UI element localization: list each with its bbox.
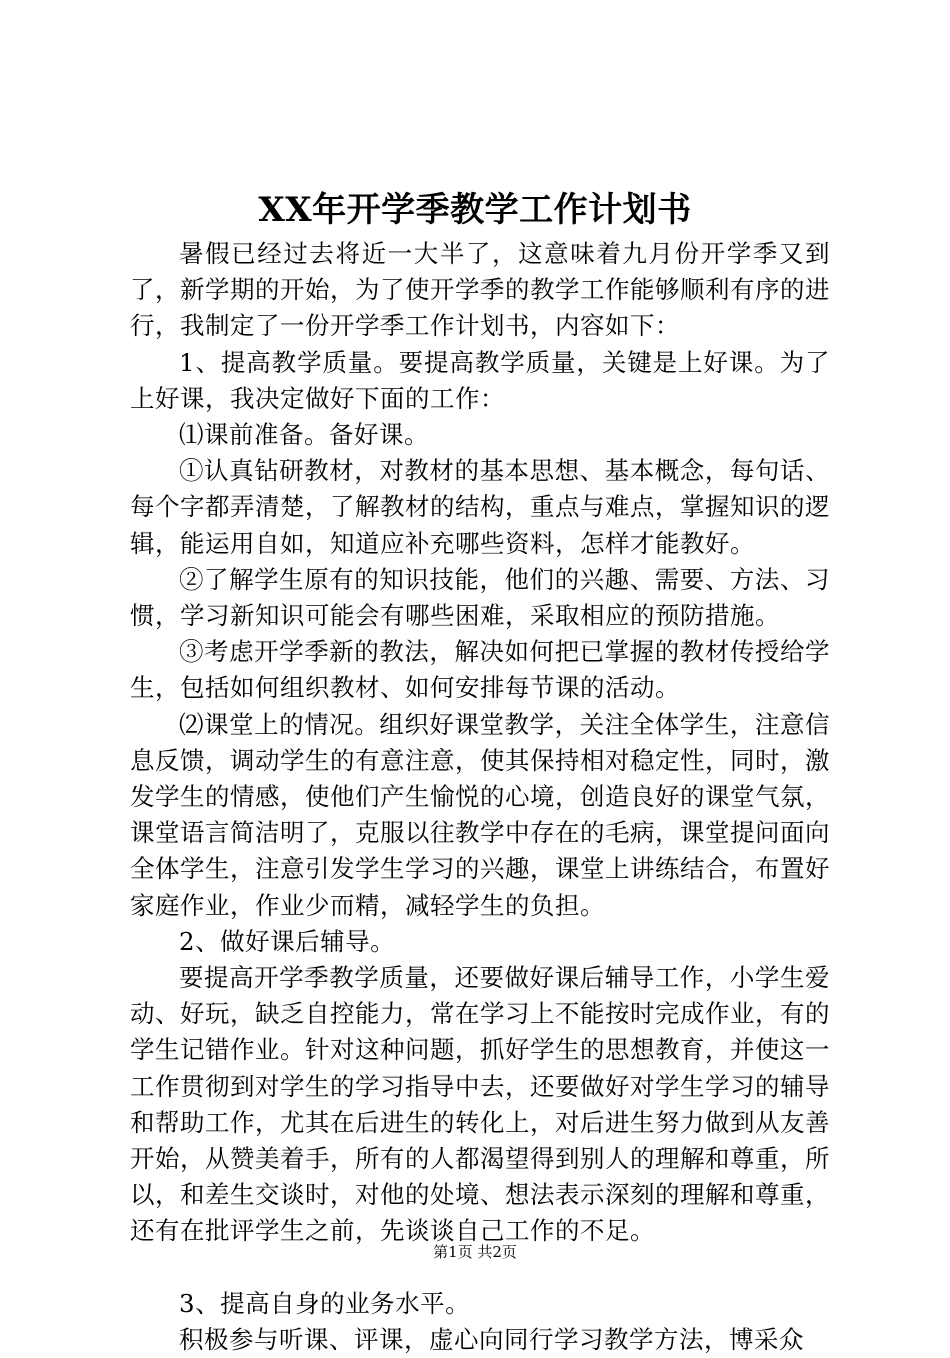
list-item-3: ③考虑开学季新的教法，解决如何把已掌握的教材传授给学生，包括如何组织教材、如何安排每节课的活动。 bbox=[130, 637, 830, 703]
intro-paragraph: 暑假已经过去将近一大半了，这意味着九月份开学季又到了，新学期的开始，为了使开学季的教学工作能够顺利有序的进行，我制定了一份开学季工作计划书，内容如下： bbox=[130, 239, 830, 341]
document-body bbox=[130, 236, 830, 1358]
subsection-2-paragraph: ⑵课堂上的情况。组织好课堂教学，关注全体学生，注意信息反馈，调动学生的有意注意，使其保持相对稳定性，同时，激发学生的情感，使他们产生愉悦的心境，创造良好的课堂气氛，课堂语言简洁明了，克服以往教学中存在的毛病，课堂提问面向全体学生，注意引发学生学习的兴趣，课堂上讲练结合，布置好家庭作业，作业少而精，减轻学生的负担。 bbox=[130, 709, 830, 920]
section-2-paragraph: 要提高开学季教学质量，还要做好课后辅导工作，小学生爱动、好玩，缺乏自控能力，常在学习上不能按时完成作业，有的学生记错作业。针对这种问题，抓好学生的思想教育，并使这一工作贯彻到对学生的学习指导中去，还要做好对学生学习的辅导和帮助工作，尤其在后进生的转化上，对后进生努力做到从友善开始，从赞美着手，所有的人都渴望得到别人的理解和尊重，所以，和差生交谈时，对他的处境、想法表示深刻的理解和尊重，还有在批评学生之前，先谈谈自己工作的不足。 bbox=[130, 963, 830, 1246]
document-title: XX年开学季教学工作计划书 bbox=[258, 190, 692, 230]
page-footer: 第1页 共2页 bbox=[433, 1243, 517, 1261]
section-1-heading: 1、提高教学质量。要提高教学质量，关键是上好课。为了上好课，我决定做好下面的工作： bbox=[130, 347, 830, 413]
section-3-paragraph: 积极参与听课、评课，虚心向同行学习教学方法，博采众 bbox=[179, 1324, 804, 1354]
list-item-1: ①认真钻研教材，对教材的基本思想、基本概念，每句话、每个字都弄清楚，了解教材的结构，重点与难点，掌握知识的逻辑，能运用自如，知道应补充哪些资料，怎样才能教好。 bbox=[130, 456, 830, 558]
section-3-heading: 3、提高自身的业务水平。 bbox=[179, 1288, 471, 1318]
section-2-heading: 2、做好课后辅导。 bbox=[179, 926, 396, 956]
subsection-1-heading: ⑴课前准备。备好课。 bbox=[179, 420, 429, 450]
list-item-2: ②了解学生原有的知识技能，他们的兴趣、需要、方法、习惯，学习新知识可能会有哪些困难，采取相应的预防措施。 bbox=[130, 564, 830, 631]
